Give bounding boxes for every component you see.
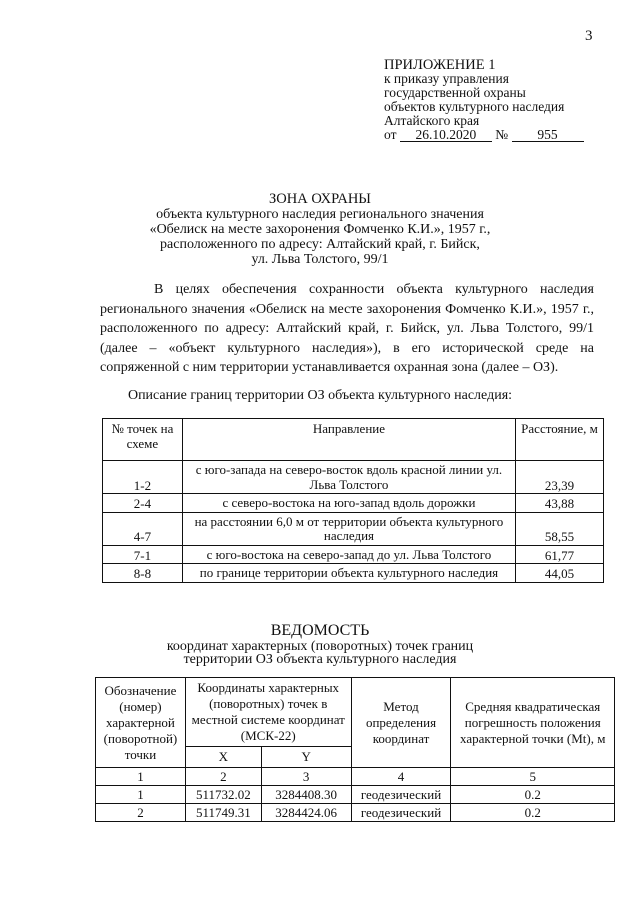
vedomost-subtitle-line: координат характерных (поворотных) точек границ (166, 639, 474, 654)
table-row (96, 786, 615, 804)
point-number-cell: 2 (96, 804, 186, 822)
date-prefix: от (384, 127, 397, 142)
column-number: 3 (261, 768, 351, 786)
error-cell: 0.2 (451, 786, 615, 804)
table-header-row (103, 419, 604, 461)
appendix-line: государственной охраны (384, 85, 526, 100)
boundaries-table (102, 418, 604, 583)
table-row (103, 564, 604, 583)
zone-subtitle-line: объекта культурного наследия регионального значения (156, 207, 484, 222)
boundaries-caption: Описание границ территории ОЗ объекта культурного наследия: (127, 388, 513, 403)
intro-paragraph: В целях обеспечения сохранности объекта культурного наследия регионального значения «Обелиск на месте захоронения Фомченко К.И.», 1957 г., расположенного по адресу: Алтайский край, г. Бийск, ул. Льва Толстого, 99/1 (далее – «объект культурного наследия»), в его исторической среде на сопряженной с ним территории устанавливается охранная зона (далее – ОЗ). (100, 282, 594, 375)
column-number: 1 (96, 768, 186, 786)
distance-cell: 58,55 (516, 512, 604, 545)
distance-cell: 23,39 (516, 461, 604, 494)
appendix-line: Алтайского края (384, 113, 480, 128)
column-numbers-row (96, 768, 615, 786)
error-cell: 0.2 (451, 804, 615, 822)
number-sign: № (495, 127, 509, 142)
distance-cell: 44,05 (516, 564, 604, 583)
order-date: 26.10.2020 (400, 128, 492, 142)
column-number: 4 (351, 768, 451, 786)
page-number: 3 (585, 28, 593, 44)
appendix-block (384, 58, 624, 142)
table-row (103, 512, 604, 545)
coordinates-table (95, 677, 615, 822)
points-cell: 8-8 (103, 564, 183, 583)
column-number: 2 (185, 768, 261, 786)
points-cell: 4-7 (103, 512, 183, 545)
header-designation: Обозначение (номер) характерной (поворотной) точки (96, 678, 186, 768)
direction-cell: с юго-востока на северо-запад до ул. Льва Толстого (182, 545, 515, 564)
zone-title: ЗОНА ОХРАНЫ (269, 191, 371, 207)
header-points: № точек на схеме (103, 419, 183, 461)
table-row (103, 461, 604, 494)
appendix-line: к приказу управления (384, 71, 509, 86)
direction-cell: с юго-запада на северо-восток вдоль красной линии ул. Льва Толстого (182, 461, 515, 494)
x-cell: 511749.31 (185, 804, 261, 822)
header-error: Средняя квадратическая погрешность положения характерной точки (Mt), м (451, 678, 615, 768)
y-cell: 3284408.30 (261, 786, 351, 804)
appendix-date-line (384, 128, 624, 142)
header-method: Метод определения координат (351, 678, 451, 768)
table-header-row (96, 678, 615, 747)
points-cell: 7-1 (103, 545, 183, 564)
direction-cell: по границе территории объекта культурного наследия (182, 564, 515, 583)
table-row (103, 494, 604, 513)
points-cell: 2-4 (103, 494, 183, 513)
zone-subtitle-line: ул. Льва Толстого, 99/1 (251, 252, 389, 267)
zone-header (0, 192, 640, 267)
distance-cell: 61,77 (516, 545, 604, 564)
zone-subtitle-line: «Обелиск на месте захоронения Фомченко К.И.», 1957 г., (149, 222, 491, 237)
vedomost-header (0, 622, 640, 666)
vedomost-subtitle-line: территории ОЗ объекта культурного наследия (183, 652, 457, 667)
point-number-cell: 1 (96, 786, 186, 804)
header-direction: Направление (182, 419, 515, 461)
header-y: Y (261, 747, 351, 768)
direction-cell: с северо-востока на юго-запад вдоль дорожки (182, 494, 515, 513)
x-cell: 511732.02 (185, 786, 261, 804)
header-x: X (185, 747, 261, 768)
table-row (96, 804, 615, 822)
method-cell: геодезический (351, 786, 451, 804)
y-cell: 3284424.06 (261, 804, 351, 822)
method-cell: геодезический (351, 804, 451, 822)
column-number: 5 (451, 768, 615, 786)
order-number: 955 (512, 128, 584, 142)
zone-subtitle-line: расположенного по адресу: Алтайский край, г. Бийск, (160, 237, 480, 252)
header-coordinates: Координаты характерных (поворотных) точек в местной системе координат (МСК-22) (185, 678, 351, 747)
distance-cell: 43,88 (516, 494, 604, 513)
appendix-line: объектов культурного наследия (384, 99, 565, 114)
appendix-title: ПРИЛОЖЕНИЕ 1 (384, 57, 496, 73)
direction-cell: на расстоянии 6,0 м от территории объекта культурного наследия (182, 512, 515, 545)
vedomost-title: ВЕДОМОСТЬ (270, 622, 370, 639)
points-cell: 1-2 (103, 461, 183, 494)
header-distance: Расстояние, м (516, 419, 604, 461)
intro-paragraph-block (100, 280, 594, 378)
table-row (103, 545, 604, 564)
